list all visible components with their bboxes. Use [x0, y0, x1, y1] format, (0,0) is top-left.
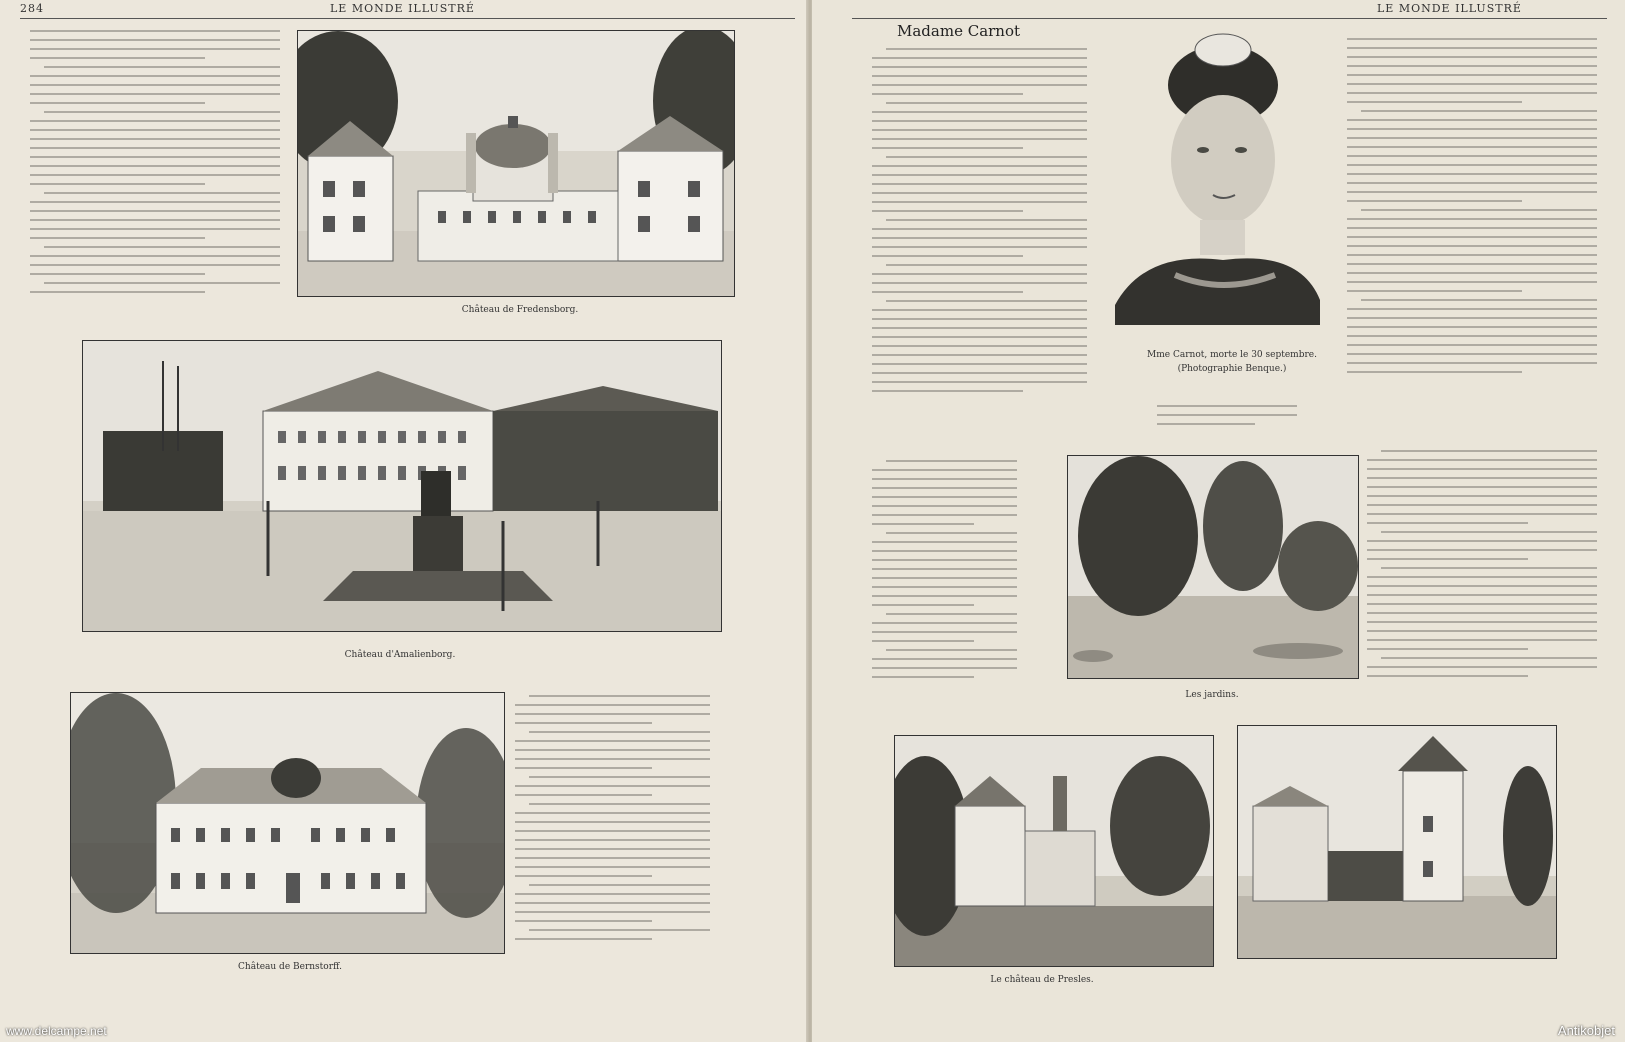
- bernstorff-caption: Château de Bernstorff.: [238, 962, 342, 972]
- header-rule-right: [852, 18, 1607, 19]
- presles-photo-1: [894, 735, 1214, 967]
- left-text-column-bottom: [515, 695, 710, 947]
- right-text-column-2b: [1157, 405, 1297, 432]
- amalienborg-caption: Château d'Amalienborg.: [344, 650, 456, 660]
- presles-caption: Le château de Presles.: [990, 975, 1094, 985]
- gardens-caption: Les jardins.: [1185, 690, 1239, 700]
- left-page: [0, 0, 808, 1042]
- portrait-caption: Mme Carnot, morte le 30 septembre.: [1147, 350, 1317, 360]
- right-text-column-3: [1367, 450, 1597, 684]
- article-title: Madame Carnot: [897, 22, 1021, 40]
- bernstorff-illustration: [70, 692, 505, 954]
- right-text-column-1: [872, 48, 1087, 399]
- left-running-title: LE MONDE ILLUSTRÉ: [330, 2, 475, 15]
- amalienborg-illustration: [82, 340, 722, 632]
- portrait-engraving: [1105, 25, 1330, 335]
- portrait-credit: (Photographie Benque.): [1177, 364, 1287, 374]
- left-text-column-top: [30, 30, 280, 300]
- right-text-column-1b: [872, 460, 1017, 685]
- right-running-title: LE MONDE ILLUSTRÉ: [1377, 2, 1522, 15]
- presles-photo-2: [1237, 725, 1557, 959]
- gardens-photo: [1067, 455, 1359, 679]
- fredensborg-illustration: [297, 30, 735, 297]
- header-rule: [20, 18, 795, 19]
- page-number: 284: [20, 2, 44, 15]
- right-page: [812, 0, 1625, 1042]
- right-text-column-2: [1347, 38, 1597, 380]
- source-watermark: www.delcampe.net: [6, 1024, 107, 1038]
- fredensborg-caption: Château de Fredensborg.: [461, 305, 579, 315]
- seller-watermark: Antikobjet: [1557, 1023, 1615, 1038]
